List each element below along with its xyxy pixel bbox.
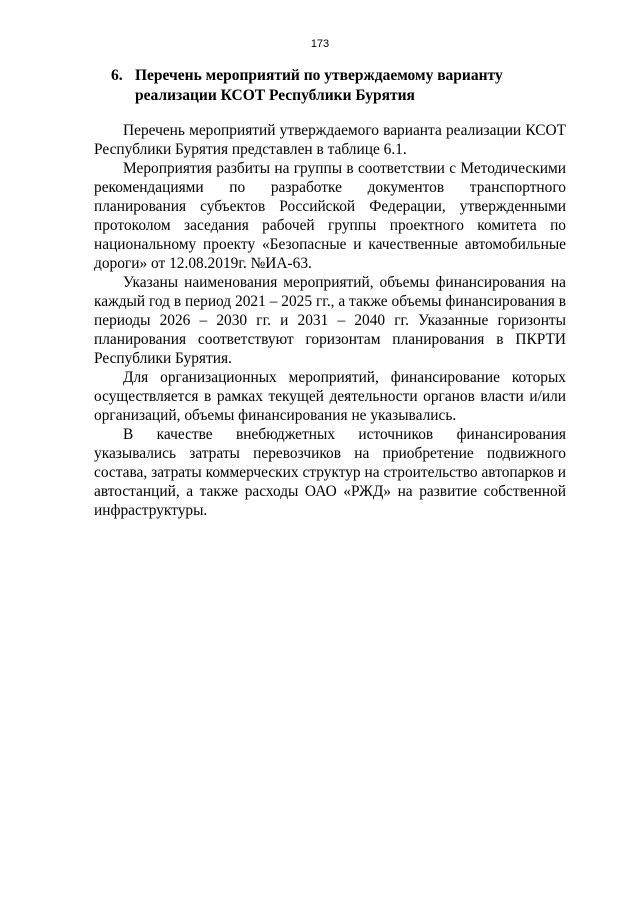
page-number: 173: [310, 38, 330, 50]
paragraph-organizational-measures: Для организационных мероприятий, финансирование которых осуществляется в рамках текущей деятельности органов власти и/или организаций, объемы финансирования не указывались.: [94, 369, 566, 424]
paragraph-extrabudgetary-sources: В качестве внебюджетных источников финансирования указывались затраты перевозчиков на приобретение подвижного состава, затраты коммерческих структур на строительство автопарков и автостанций, а также расходы ОАО «РЖД» на развитие собственной инфраструктуры.: [94, 426, 566, 519]
body-text: [94, 121, 566, 520]
paragraph-financing-periods: Указаны наименования мероприятий, объемы финансирования на каждый год в период 2021 – 2025 гг., а также объемы финансирования в периоды 2026 – 2030 гг. и 2031 – 2040 гг. Указанные горизонты планирования соответствуют горизонтам планирования в ПКРТИ Республики Бурятия.: [94, 274, 566, 367]
section-number: 6.: [111, 67, 123, 84]
section-title: Перечень мероприятий по утверждаемому варианту реализации КСОТ Республики Бурятия: [135, 67, 503, 104]
paragraph-table-reference: Перечень мероприятий утверждаемого варианта реализации КСОТ Республики Бурятия представлен в таблице 6.1.: [94, 122, 566, 158]
section-heading: [95, 66, 555, 106]
paragraph-grouping: Мероприятия разбиты на группы в соответствии с Методическими рекомендациями по разработке документов транспортного планирования субъектов Российской Федерации, утвержденными протоколом заседания рабочей группы проектного комитета по национальному проекту «Безопасные и качественные автомобильные дороги» от 12.08.2019г. №ИА-63.: [94, 160, 566, 272]
